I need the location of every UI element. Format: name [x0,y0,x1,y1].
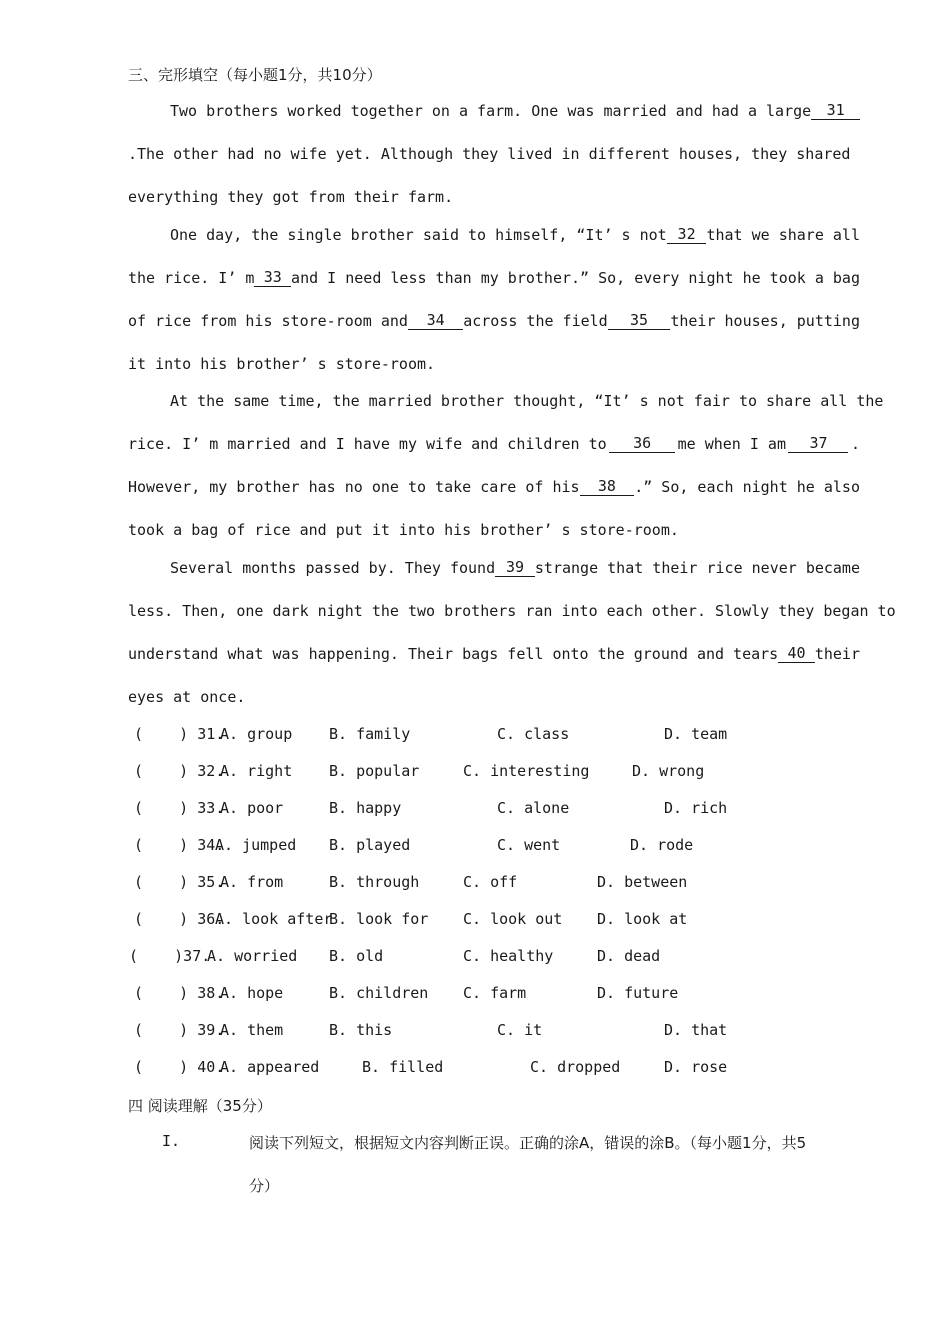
option-c: C. class [497,725,570,743]
passage-text: strange that their rice never became [534,559,860,577]
answer-blank: 35 [608,312,671,330]
answer-blank: 36 [609,435,675,453]
passage-line [128,435,860,453]
passage-text: across the field [463,312,608,330]
option-c: C. went [497,836,561,854]
answer-blank: 37 [788,435,848,453]
option-d: D. team [664,725,728,743]
passage-text: Several months passed by. They found [170,559,496,577]
part-label: I. [162,1132,181,1150]
passage-line [170,559,860,577]
passage-line: everything they got from their farm. [128,188,454,206]
passage-text: less. Then, one dark night the two brothers ran into each other. Slowly they began to [128,602,896,620]
option-d: D. rose [664,1058,728,1076]
passage-text: and I need less than my brother.” So, every night he took a bag [291,269,860,287]
question-number: ( ) 34. [134,836,225,854]
passage-line [170,102,860,120]
option-a: A. hope [220,984,284,1002]
passage-text: me when I am [677,435,786,453]
option-b: B. old [329,947,384,965]
option-a: A. jumped [215,836,297,854]
passage-text: of rice from his store-room and [128,312,408,330]
option-a: A. them [220,1021,284,1039]
option-d: D. rode [630,836,694,854]
passage-line [128,145,860,163]
question-number: ( )37. [129,947,211,965]
option-a: A. from [220,873,284,891]
option-a: A. worried [207,947,298,965]
option-b: B. filled [362,1058,444,1076]
passage-text: the rice. I’ m [128,269,255,287]
option-a: A. look after [215,910,333,928]
instruction-text: 阅读下列短文，根据短文内容判断正误。正确的涂A，错误的涂B。（每小题1分，共5 [249,1134,807,1152]
answer-blank: 38 [580,478,635,496]
option-a: A. poor [220,799,284,817]
option-d: D. rich [664,799,728,817]
option-c: C. farm [463,984,527,1002]
option-b: B. look for [329,910,429,928]
option-b: B. family [329,725,411,743]
passage-text: their houses, putting [670,312,860,330]
option-c: C. alone [497,799,570,817]
option-b: B. played [329,836,411,854]
option-d: D. wrong [632,762,705,780]
option-a: A. right [220,762,293,780]
option-d: D. future [597,984,679,1002]
section-heading: 三、完形填空（每小题1分，共10分） [128,66,382,84]
question-number: ( ) 35. [134,873,225,891]
passage-text: that we share all [706,226,860,244]
section-heading: 四 阅读理解（35分） [128,1097,272,1115]
passage-text: However, my brother has no one to take care of his [128,478,580,496]
question-number: ( ) 38. [134,984,225,1002]
answer-blank: 32 [667,226,707,244]
answer-blank: 39 [495,559,535,577]
question-number: ( ) 33. [134,799,225,817]
option-d: D. that [664,1021,728,1039]
answer-blank: 40 [778,645,815,663]
passage-text: One day, the single brother said to himself, “It’ s not [170,226,667,244]
passage-text: rice. I’ m married and I have my wife and children to [128,435,607,453]
option-d: D. dead [597,947,661,965]
passage-line [128,269,860,287]
option-c: C. look out [463,910,563,928]
answer-blank: 33 [254,269,291,287]
question-number: ( ) 32. [134,762,225,780]
answer-blank: 34 [408,312,463,330]
passage-line [128,645,860,663]
passage-line [128,312,860,330]
passage-text: Two brothers worked together on a farm. One was married and had a large [170,102,812,120]
passage-line [170,392,884,410]
question-number: ( ) 31. [134,725,225,743]
passage-text: At the same time, the married brother thought, “It’ s not fair to share all the [170,392,884,410]
option-c: C. it [497,1021,543,1039]
passage-line [128,478,860,496]
passage-line: it into his brother’ s store-room. [128,355,436,373]
question-number: ( ) 36. [134,910,225,928]
answer-blank: 31 [811,102,860,120]
question-number: ( ) 39. [134,1021,225,1039]
option-a: A. appeared [220,1058,320,1076]
option-c: C. dropped [530,1058,621,1076]
passage-line [128,602,896,620]
option-c: C. off [463,873,518,891]
question-number: ( ) 40. [134,1058,225,1076]
passage-text: .The other had no wife yet. Although they lived in different houses, they shared [128,145,851,163]
passage-text: . [850,435,860,453]
passage-text: their [814,645,860,663]
option-a: A. group [220,725,293,743]
passage-text: understand what was happening. Their bags fell onto the ground and tears [128,645,779,663]
option-b: B. children [329,984,429,1002]
option-b: B. this [329,1021,393,1039]
option-d: D. look at [597,910,688,928]
option-c: C. interesting [463,762,590,780]
instruction-text: 分） [249,1177,280,1195]
passage-line: eyes at once. [128,688,246,706]
passage-text: .” So, each night he also [634,478,860,496]
passage-line [170,226,860,244]
option-c: C. healthy [463,947,554,965]
option-b: B. happy [329,799,402,817]
option-d: D. between [597,873,688,891]
option-b: B. popular [329,762,420,780]
passage-line: took a bag of rice and put it into his brother’ s store-room. [128,521,679,539]
option-b: B. through [329,873,420,891]
